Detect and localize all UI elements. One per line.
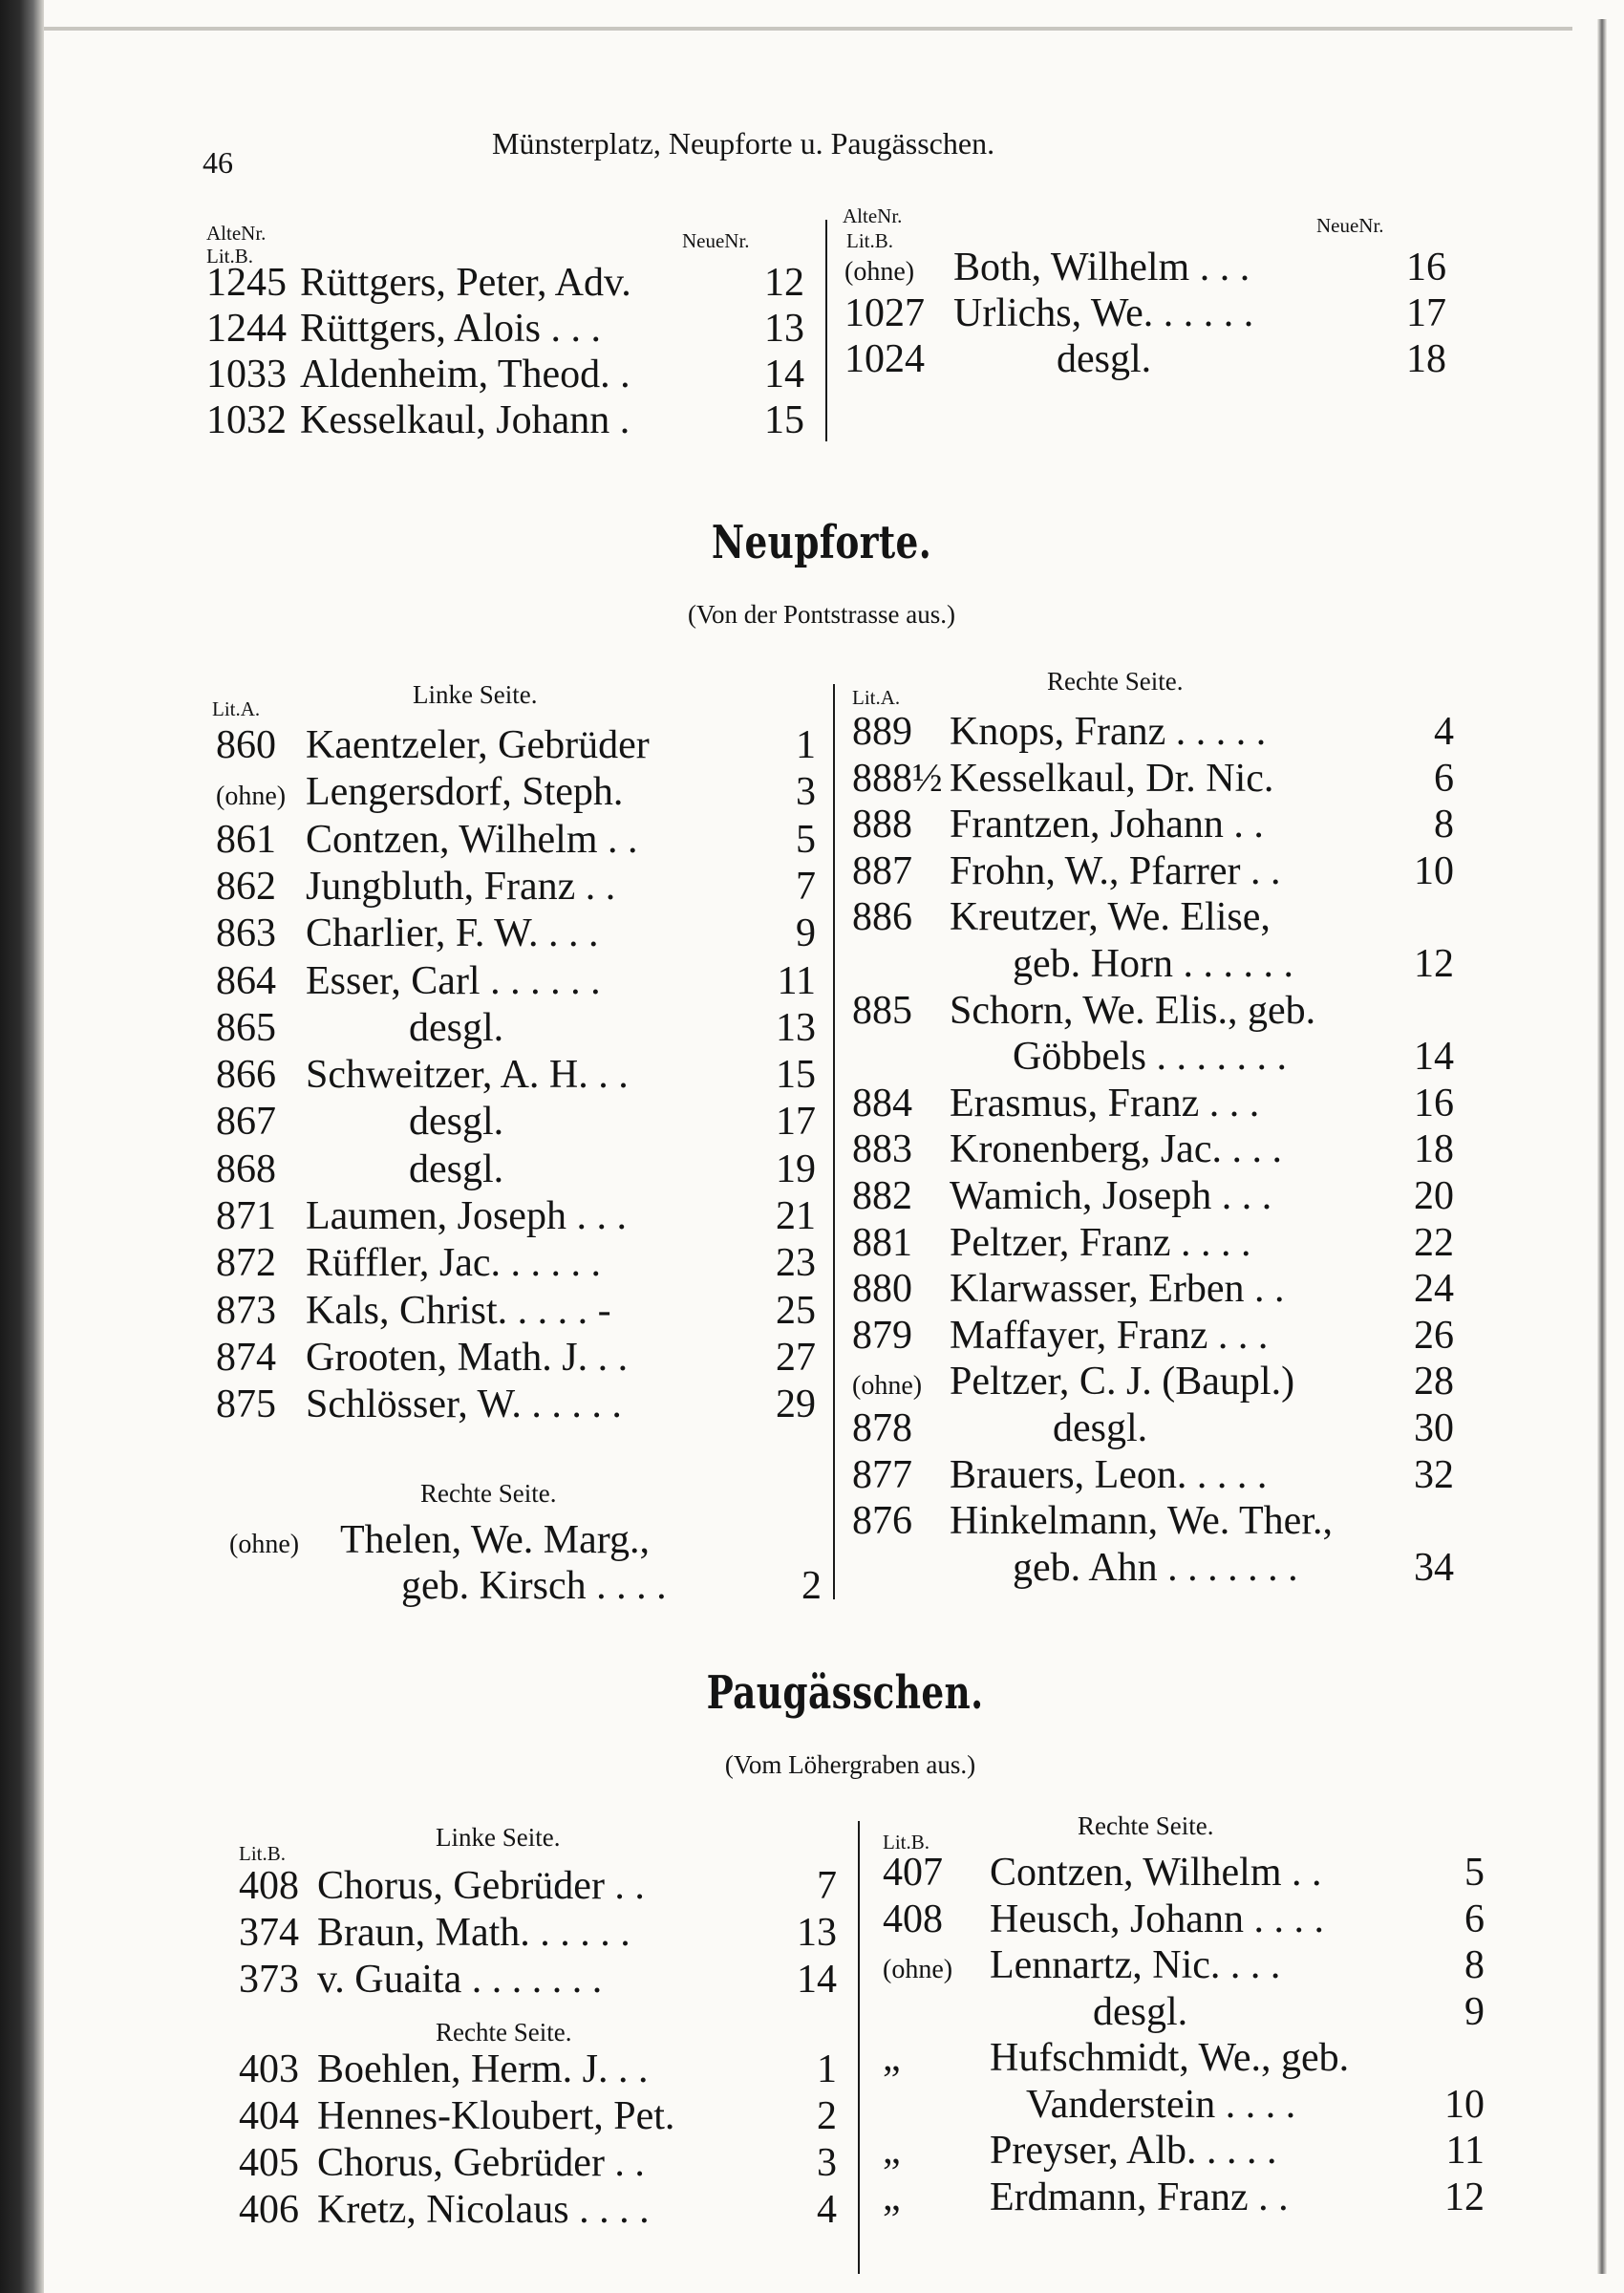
list-item <box>852 1359 1454 1409</box>
new-house-number: 9 <box>796 911 816 955</box>
list-item <box>883 2128 1485 2174</box>
resident-name: Wamich, Joseph . . . <box>950 1174 1272 1218</box>
resident-name: geb. Kirsch . . . . <box>401 1564 667 1608</box>
list-item <box>883 1942 1485 1993</box>
new-house-number: 8 <box>1464 1943 1485 1987</box>
list-item <box>852 941 1454 987</box>
resident-name: desgl. <box>1093 1990 1188 2034</box>
list-item <box>852 1034 1454 1080</box>
new-house-number: 34 <box>1414 1546 1454 1590</box>
list-item <box>852 1498 1454 1544</box>
column-divider <box>825 220 827 441</box>
resident-name: Chorus, Gebrüder . . <box>317 1864 645 1908</box>
resident-name: Heusch, Johann . . . . <box>990 1897 1324 1941</box>
new-house-number: 5 <box>1464 1851 1485 1895</box>
paug-left-side2: Rechte Seite. <box>436 2018 572 2047</box>
new-house-number: 5 <box>796 818 816 862</box>
new-house-number: 24 <box>1414 1267 1454 1311</box>
list-item <box>216 1099 816 1145</box>
neupforte-right-lit: Lit.A. <box>852 686 901 709</box>
new-house-number: 4 <box>1434 710 1454 754</box>
new-house-number: 28 <box>1414 1360 1454 1404</box>
resident-name: Kesselkaul, Johann . <box>300 398 630 442</box>
resident-name: Kronenberg, Jac. . . . <box>950 1127 1282 1171</box>
resident-name: Rüttgers, Peter, Adv. <box>300 261 631 305</box>
list-item <box>216 1240 816 1286</box>
new-house-number: 27 <box>776 1336 816 1380</box>
old-house-number: 867 <box>216 1100 276 1144</box>
new-house-number: 18 <box>1406 337 1446 381</box>
resident-name: Schlösser, W. . . . . . <box>306 1382 622 1426</box>
old-house-number: (ohne) <box>883 1955 953 1984</box>
new-house-number: 18 <box>1414 1127 1454 1171</box>
list-item <box>844 290 1446 336</box>
old-house-number: 1024 <box>844 337 925 381</box>
resident-name: Kals, Christ. . . . . - <box>306 1289 611 1333</box>
old-house-number: 408 <box>239 1864 299 1908</box>
new-house-number: 10 <box>1444 2083 1485 2127</box>
list-item <box>852 1545 1454 1591</box>
list-item <box>239 2047 837 2092</box>
book-spine-shadow <box>0 0 44 2293</box>
list-item <box>852 756 1454 802</box>
list-item <box>852 1220 1454 1266</box>
old-house-number: 885 <box>852 989 912 1033</box>
list-item <box>239 1863 837 1909</box>
new-house-number: 2 <box>801 1564 822 1608</box>
new-house-number: 21 <box>776 1194 816 1238</box>
new-house-number: 10 <box>1414 849 1454 893</box>
resident-name: Brauers, Leon. . . . . <box>950 1453 1268 1497</box>
list-item <box>216 1335 816 1381</box>
new-house-number: 16 <box>1414 1082 1454 1125</box>
list-item <box>206 260 804 306</box>
resident-name: Maffayer, Franz . . . <box>950 1314 1269 1358</box>
resident-name: Erdmann, Franz . . <box>990 2175 1289 2219</box>
new-house-number: 12 <box>1414 942 1454 986</box>
old-house-number: 889 <box>852 710 912 754</box>
old-house-number: 880 <box>852 1267 912 1311</box>
old-house-number: (ohne) <box>229 1530 300 1559</box>
old-house-number: 887 <box>852 849 912 893</box>
list-item <box>206 352 804 397</box>
new-house-number: 13 <box>764 307 804 351</box>
resident-name: Rüffler, Jac. . . . . . <box>306 1241 601 1285</box>
old-house-number: 403 <box>239 2047 299 2091</box>
new-house-number: 20 <box>1414 1174 1454 1218</box>
top-left-head-alt: AlteNr. <box>206 222 267 245</box>
list-item <box>239 2140 837 2186</box>
new-house-number: 7 <box>817 1864 837 1908</box>
old-house-number: 876 <box>852 1499 912 1543</box>
list-item <box>852 894 1454 940</box>
resident-name: Rüttgers, Alois . . . <box>300 307 602 351</box>
top-right-head-alt: AlteNr. <box>843 204 903 227</box>
list-item <box>216 1052 816 1098</box>
old-house-number: 873 <box>216 1289 276 1333</box>
paug-left-lit: Lit.B. <box>239 1842 287 1865</box>
new-house-number: 17 <box>1406 291 1446 335</box>
old-house-number: 1033 <box>206 353 287 396</box>
resident-name: Thelen, We. Marg., <box>340 1518 650 1562</box>
top-left-head-new: NeueNr. <box>682 229 750 252</box>
paug-left-side: Linke Seite. <box>436 1823 561 1852</box>
resident-name: Kreutzer, We. Elise, <box>950 895 1271 939</box>
resident-name: Peltzer, Franz . . . . <box>950 1221 1251 1265</box>
resident-name: Schorn, We. Elis., geb. <box>950 989 1316 1033</box>
resident-name: Knops, Franz . . . . . <box>950 710 1267 754</box>
old-house-number: 862 <box>216 865 276 909</box>
list-item <box>216 1382 816 1427</box>
list-item <box>216 1005 816 1051</box>
new-house-number: 11 <box>1445 2129 1485 2173</box>
resident-name: geb. Ahn . . . . . . . <box>1013 1546 1298 1590</box>
resident-name: Hufschmidt, We., geb. <box>990 2036 1350 2080</box>
list-item <box>239 2187 837 2233</box>
old-house-number: „ <box>883 2036 901 2080</box>
column-divider <box>858 1821 860 2274</box>
paug-right-side: Rechte Seite. <box>1078 1811 1214 1840</box>
old-house-number: 877 <box>852 1453 912 1497</box>
list-item <box>852 1081 1454 1126</box>
new-house-number: 13 <box>776 1006 816 1050</box>
old-house-number: 1032 <box>206 398 287 442</box>
new-house-number: 11 <box>777 959 816 1003</box>
list-item <box>229 1563 822 1609</box>
old-house-number: (ohne) <box>216 782 287 811</box>
top-right-head-lit: Lit.B. <box>846 229 894 252</box>
list-item <box>216 911 816 956</box>
new-house-number: 29 <box>776 1382 816 1426</box>
resident-name: desgl. <box>409 1147 504 1191</box>
new-house-number: 32 <box>1414 1453 1454 1497</box>
list-item <box>239 2093 837 2139</box>
resident-name: Both, Wilhelm . . . <box>953 246 1250 289</box>
paug-right-lit: Lit.B. <box>883 1831 930 1854</box>
resident-name: Braun, Math. . . . . . <box>317 1911 630 1955</box>
old-house-number: 1245 <box>206 261 287 305</box>
list-item <box>883 2035 1485 2081</box>
list-item <box>216 722 816 768</box>
list-item <box>883 1897 1485 1942</box>
new-house-number: 8 <box>1434 803 1454 846</box>
old-house-number: 1027 <box>844 291 925 335</box>
new-house-number: 14 <box>1414 1035 1454 1079</box>
resident-name: Frohn, W., Pfarrer . . <box>950 849 1281 893</box>
resident-name: desgl. <box>1057 337 1152 381</box>
list-item <box>852 1266 1454 1312</box>
resident-name: Preyser, Alb. . . . . <box>990 2129 1277 2173</box>
old-house-number: 875 <box>216 1382 276 1426</box>
resident-name: Kaentzeler, Gebrüder <box>306 723 650 767</box>
resident-name: Esser, Carl . . . . . . <box>306 959 601 1003</box>
neupforte-left-side: Linke Seite. <box>413 680 538 709</box>
old-house-number: 405 <box>239 2141 299 2185</box>
list-item <box>852 1173 1454 1219</box>
list-item <box>206 397 804 443</box>
column-divider <box>833 684 835 1599</box>
old-house-number: 374 <box>239 1911 299 1955</box>
old-house-number: 866 <box>216 1053 276 1097</box>
new-house-number: 16 <box>1406 246 1446 289</box>
new-house-number: 3 <box>796 770 816 814</box>
old-house-number: 882 <box>852 1174 912 1218</box>
resident-name: Jungbluth, Franz . . <box>306 865 616 909</box>
resident-name: geb. Horn . . . . . . <box>1013 942 1293 986</box>
old-house-number: 883 <box>852 1127 912 1171</box>
new-house-number: 2 <box>817 2094 837 2138</box>
resident-name: Göbbels . . . . . . . <box>1013 1035 1287 1079</box>
old-house-number: 874 <box>216 1336 276 1380</box>
list-item <box>883 2175 1485 2220</box>
neupforte-left-lit: Lit.A. <box>212 697 261 720</box>
list-item <box>852 1313 1454 1359</box>
resident-name: Lengersdorf, Steph. <box>306 770 624 814</box>
page-right-edge <box>1597 19 1607 2274</box>
neupforte-right-side: Rechte Seite. <box>1047 667 1184 696</box>
old-house-number: 878 <box>852 1406 912 1450</box>
resident-name: Peltzer, C. J. (Baupl.) <box>950 1360 1295 1404</box>
list-item <box>229 1517 822 1568</box>
list-item <box>852 1126 1454 1172</box>
new-house-number: 30 <box>1414 1406 1454 1450</box>
old-house-number: (ohne) <box>852 1371 923 1401</box>
old-house-number: 871 <box>216 1194 276 1238</box>
old-house-number: „ <box>883 2175 901 2219</box>
new-house-number: 1 <box>817 2047 837 2091</box>
list-item <box>852 988 1454 1034</box>
new-house-number: 22 <box>1414 1221 1454 1265</box>
list-item <box>852 1405 1454 1451</box>
old-house-number: 884 <box>852 1082 912 1125</box>
new-house-number: 3 <box>817 2141 837 2185</box>
list-item <box>844 336 1446 382</box>
resident-name: Kretz, Nicolaus . . . . <box>317 2188 650 2232</box>
old-house-number: 888½ <box>852 757 943 801</box>
resident-name: Chorus, Gebrüder . . <box>317 2141 645 2185</box>
new-house-number: 9 <box>1464 1990 1485 2034</box>
old-house-number: 864 <box>216 959 276 1003</box>
old-house-number: 404 <box>239 2094 299 2138</box>
old-house-number: 406 <box>239 2188 299 2232</box>
page-number: 46 <box>203 145 233 180</box>
list-item <box>206 306 804 352</box>
running-title: Münsterplatz, Neupforte u. Paugässchen. <box>492 126 995 161</box>
page-top-edge <box>44 27 1572 31</box>
old-house-number: 407 <box>883 1851 943 1895</box>
new-house-number: 15 <box>776 1053 816 1097</box>
new-house-number: 23 <box>776 1241 816 1285</box>
resident-name: Contzen, Wilhelm . . <box>306 818 638 862</box>
old-house-number: 868 <box>216 1147 276 1191</box>
new-house-number: 19 <box>776 1147 816 1191</box>
list-item <box>883 1850 1485 1896</box>
old-house-number: 408 <box>883 1897 943 1941</box>
new-house-number: 4 <box>817 2188 837 2232</box>
resident-name: Erasmus, Franz . . . <box>950 1082 1260 1125</box>
resident-name: desgl. <box>409 1006 504 1050</box>
section-title-neupforte: Neupforte. <box>711 516 932 569</box>
resident-name: Lennartz, Nic. . . . <box>990 1943 1281 1987</box>
resident-name: Laumen, Joseph . . . <box>306 1194 627 1238</box>
list-item <box>852 709 1454 755</box>
old-house-number: 373 <box>239 1958 299 2002</box>
list-item <box>883 1989 1485 2035</box>
new-house-number: 12 <box>1444 2175 1485 2219</box>
new-house-number: 14 <box>764 353 804 396</box>
resident-name: Grooten, Math. J. . . <box>306 1336 629 1380</box>
list-item <box>216 1193 816 1239</box>
new-house-number: 25 <box>776 1289 816 1333</box>
section-subtitle-paugaesschen: (Vom Löhergraben aus.) <box>724 1750 976 1779</box>
top-right-head-new: NeueNr. <box>1316 214 1384 237</box>
resident-name: Schweitzer, A. H. . . <box>306 1053 629 1097</box>
new-house-number: 6 <box>1464 1897 1485 1941</box>
resident-name: Charlier, F. W. . . . <box>306 911 599 955</box>
list-item <box>239 1957 837 2003</box>
resident-name: Boehlen, Herm. J. . . <box>317 2047 649 2091</box>
top-left-head-lit: Lit.B. <box>206 245 254 268</box>
new-house-number: 1 <box>796 723 816 767</box>
resident-name: desgl. <box>409 1100 504 1144</box>
list-item <box>852 802 1454 847</box>
section-title-paugaesschen: Paugässchen. <box>706 1666 984 1720</box>
resident-name: desgl. <box>1053 1406 1148 1450</box>
old-house-number: 865 <box>216 1006 276 1050</box>
list-item <box>883 2082 1485 2128</box>
list-item <box>216 817 816 863</box>
new-house-number: 7 <box>796 865 816 909</box>
resident-name: v. Guaita . . . . . . . <box>317 1958 603 2002</box>
old-house-number: 881 <box>852 1221 912 1265</box>
resident-name: Kesselkaul, Dr. Nic. <box>950 757 1274 801</box>
new-house-number: 14 <box>797 1958 837 2002</box>
resident-name: Frantzen, Johann . . <box>950 803 1264 846</box>
neupforte-left-side2: Rechte Seite. <box>420 1479 557 1508</box>
new-house-number: 12 <box>764 261 804 305</box>
resident-name: Aldenheim, Theod. . <box>300 353 630 396</box>
old-house-number: 861 <box>216 818 276 862</box>
new-house-number: 15 <box>764 398 804 442</box>
resident-name: Klarwasser, Erben . . <box>950 1267 1285 1311</box>
list-item <box>239 1910 837 1956</box>
old-house-number: 888 <box>852 803 912 846</box>
new-house-number: 17 <box>776 1100 816 1144</box>
new-house-number: 26 <box>1414 1314 1454 1358</box>
resident-name: Vanderstein . . . . <box>1026 2083 1296 2127</box>
resident-name: Hinkelmann, We. Ther., <box>950 1499 1333 1543</box>
old-house-number: 886 <box>852 895 912 939</box>
old-house-number: 863 <box>216 911 276 955</box>
resident-name: Urlichs, We. . . . . . <box>953 291 1254 335</box>
new-house-number: 6 <box>1434 757 1454 801</box>
old-house-number: 879 <box>852 1314 912 1358</box>
list-item <box>216 1288 816 1334</box>
new-house-number: 13 <box>797 1911 837 1955</box>
section-subtitle-neupforte: (Von der Pontstrasse aus.) <box>688 600 955 629</box>
list-item <box>216 769 816 820</box>
old-house-number: „ <box>883 2129 901 2173</box>
list-item <box>852 1452 1454 1498</box>
resident-name: Contzen, Wilhelm . . <box>990 1851 1322 1895</box>
list-item <box>844 245 1446 295</box>
old-house-number: 860 <box>216 723 276 767</box>
old-house-number: (ohne) <box>844 257 915 287</box>
list-item <box>852 848 1454 894</box>
list-item <box>216 1146 816 1192</box>
list-item <box>216 958 816 1004</box>
old-house-number: 872 <box>216 1241 276 1285</box>
old-house-number: 1244 <box>206 307 287 351</box>
list-item <box>216 864 816 910</box>
resident-name: Hennes-Kloubert, Pet. <box>317 2094 675 2138</box>
